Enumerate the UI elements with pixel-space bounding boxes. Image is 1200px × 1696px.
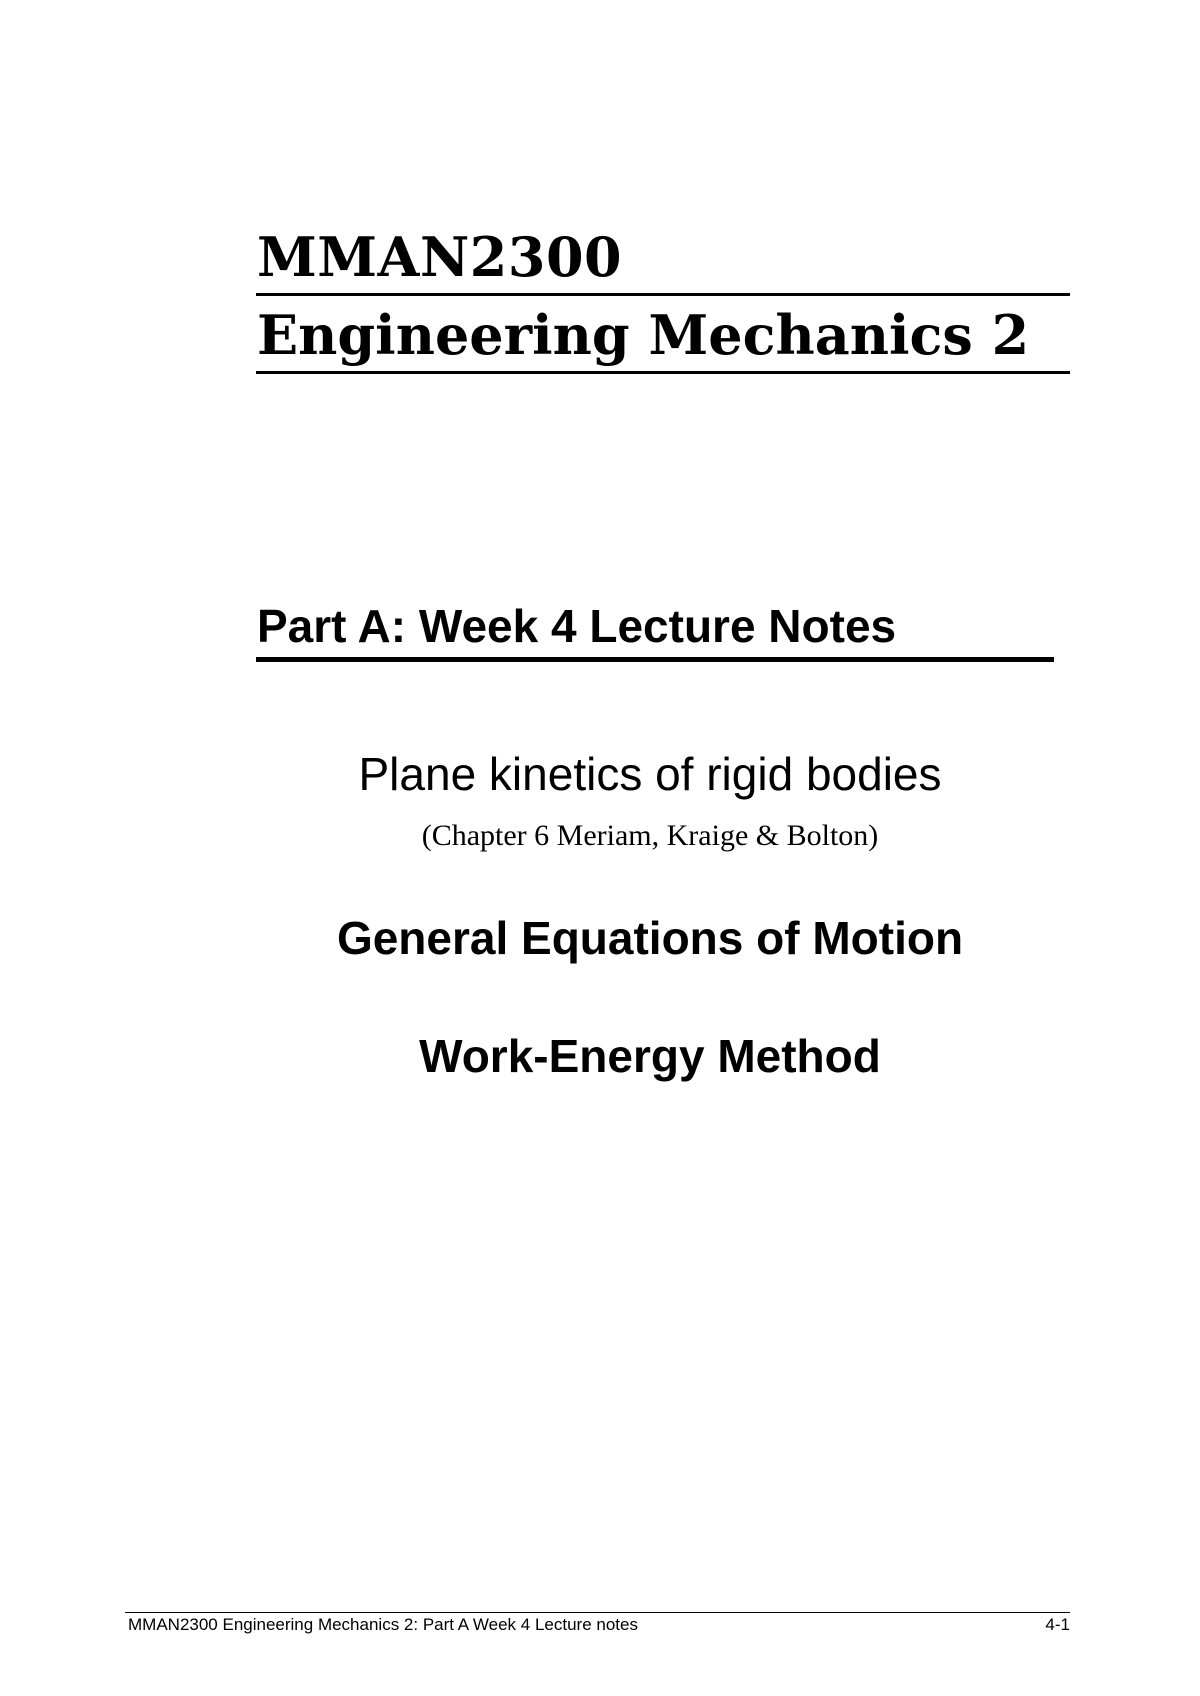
footer-rule (125, 1612, 1070, 1613)
title-rule-top (256, 293, 1070, 296)
course-code: MMAN2300 (257, 225, 623, 289)
part-heading-underline (256, 657, 1054, 662)
page-number: 4-1 (1045, 1615, 1070, 1634)
footer-text: MMAN2300 Engineering Mechanics 2: Part A Week 4 Lecture notes (128, 1615, 638, 1634)
topic-work-energy: Work-Energy Method (419, 1030, 881, 1082)
topic-general-equations: General Equations of Motion (336, 912, 964, 964)
chapter-reference: (Chapter 6 Meriam, Kraige & Bolton) (421, 819, 879, 852)
part-heading: Part A: Week 4 Lecture Notes (257, 600, 897, 652)
course-title: Engineering Mechanics 2 (257, 303, 1030, 367)
subtitle: Plane kinetics of rigid bodies (358, 748, 942, 800)
title-rule-bottom (256, 371, 1070, 374)
